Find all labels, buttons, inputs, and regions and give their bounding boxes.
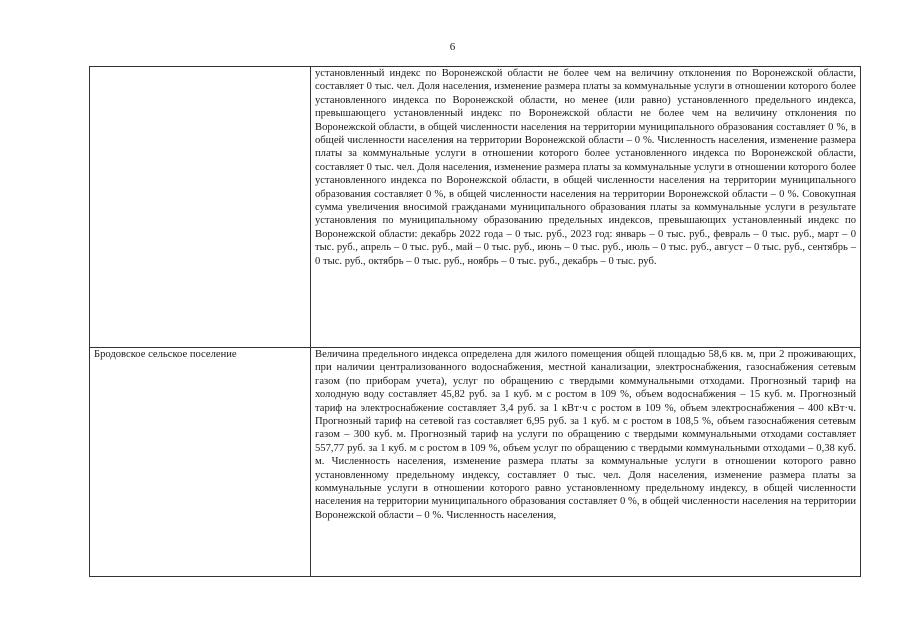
index-description: установленный индекс по Воронежской области не более чем на величину отклонения по Воронежской области, составляет 0 тыс. чел. Доля населения, изменение размера платы за коммунальные услуги в отношении которого более установленного индекса по Воронежской области, но менее (или равно) установленного предельного индекса, превышающего установленный индекс по Воронежской области не более чем на величину отклонения по Воронежской области, в общей численности населения на территории муниципального образования составляет 0 %, в общей численности населения на территории Воронежской области – 0 %. Численность населения, изменение размера платы за коммунальные услуги в отношении которого более установленного индекса по Воронежской области, составляет 0 тыс. чел. Доля населения, изменение размера платы за коммунальные услуги в отношении которого более установленного индекса по Воронежской области, в общей численности населения на территории муниципального образования составляет 0 %, в общей численности населения на территории Воронежской области – 0 %. Совокупная сумма увеличения вносимой гражданами муниципального образования платы за коммунальные услуги в результате установления по муниципальному образованию предельных индексов, превышающих установленный индекс по Воронежской области: декабрь 2022 года – 0 тыс. руб., 2023 год: январь – 0 тыс. руб., февраль – 0 тыс. руб., март – 0 тыс. руб., апрель – 0 тыс. руб., май – 0 тыс. руб., июнь – 0 тыс. руб., июль – 0 тыс. руб., август – 0 тыс. руб., сентябрь – 0 тыс. руб., октябрь – 0 тыс. руб., ноябрь – 0 тыс. руб., декабрь – 0 тыс. руб. xyxy=(315,68,856,267)
page-number: 6 xyxy=(449,41,456,53)
table-row xyxy=(90,67,861,348)
index-description-cell xyxy=(311,348,861,577)
index-description-cell xyxy=(311,67,861,348)
municipality-name-cell xyxy=(90,348,311,577)
table-row xyxy=(90,348,861,577)
municipality-name: Бродовское сельское поселение xyxy=(94,349,237,360)
municipality-name-cell xyxy=(90,67,311,348)
municipal-index-table xyxy=(89,66,861,577)
index-description: Величина предельного индекса определена для жилого помещения общей площадью 58,6 кв. м, при 2 проживающих, при наличии централизованного водоснабжения, местной канализации, электроснабжения, газоснабжения сетевым газом (по приборам учета), услуг по обращению с твердыми коммунальными отходами. Прогнозный тариф на холодную воду составляет 45,82 руб. за 1 куб. м с ростом в 109 %, объем водоснабжения – 15 куб. м. Прогнозный тариф на электроснабжение составляет 3,4 руб. за 1 кВт·ч с ростом в 109 %, объем электроснабжения – 400 кВт·ч. Прогнозный тариф на сетевой газ составляет 6,95 руб. за 1 куб. м с ростом в 108,5 %, объем газоснабжения сетевым газом – 300 куб. м. Прогнозный тариф на услуги по обращению с твердыми коммунальными отходами составляет 557,77 руб. за 1 куб. м с ростом в 109 %, объем услуг по обращению с твердыми коммунальными отходами – 0,38 куб. м. Численность населения, изменение размера платы за коммунальные услуги в отношении которого равно установленному предельному индексу, составляет 0 тыс. чел. Доля населения, изменение размера платы за коммунальные услуги в отношении которого равно установленному предельному индексу, в общей численности населения на территории муниципального образования составляет 0 %, в общей численности населения на территории Воронежской области – 0 %. Численность населения, xyxy=(315,349,856,521)
